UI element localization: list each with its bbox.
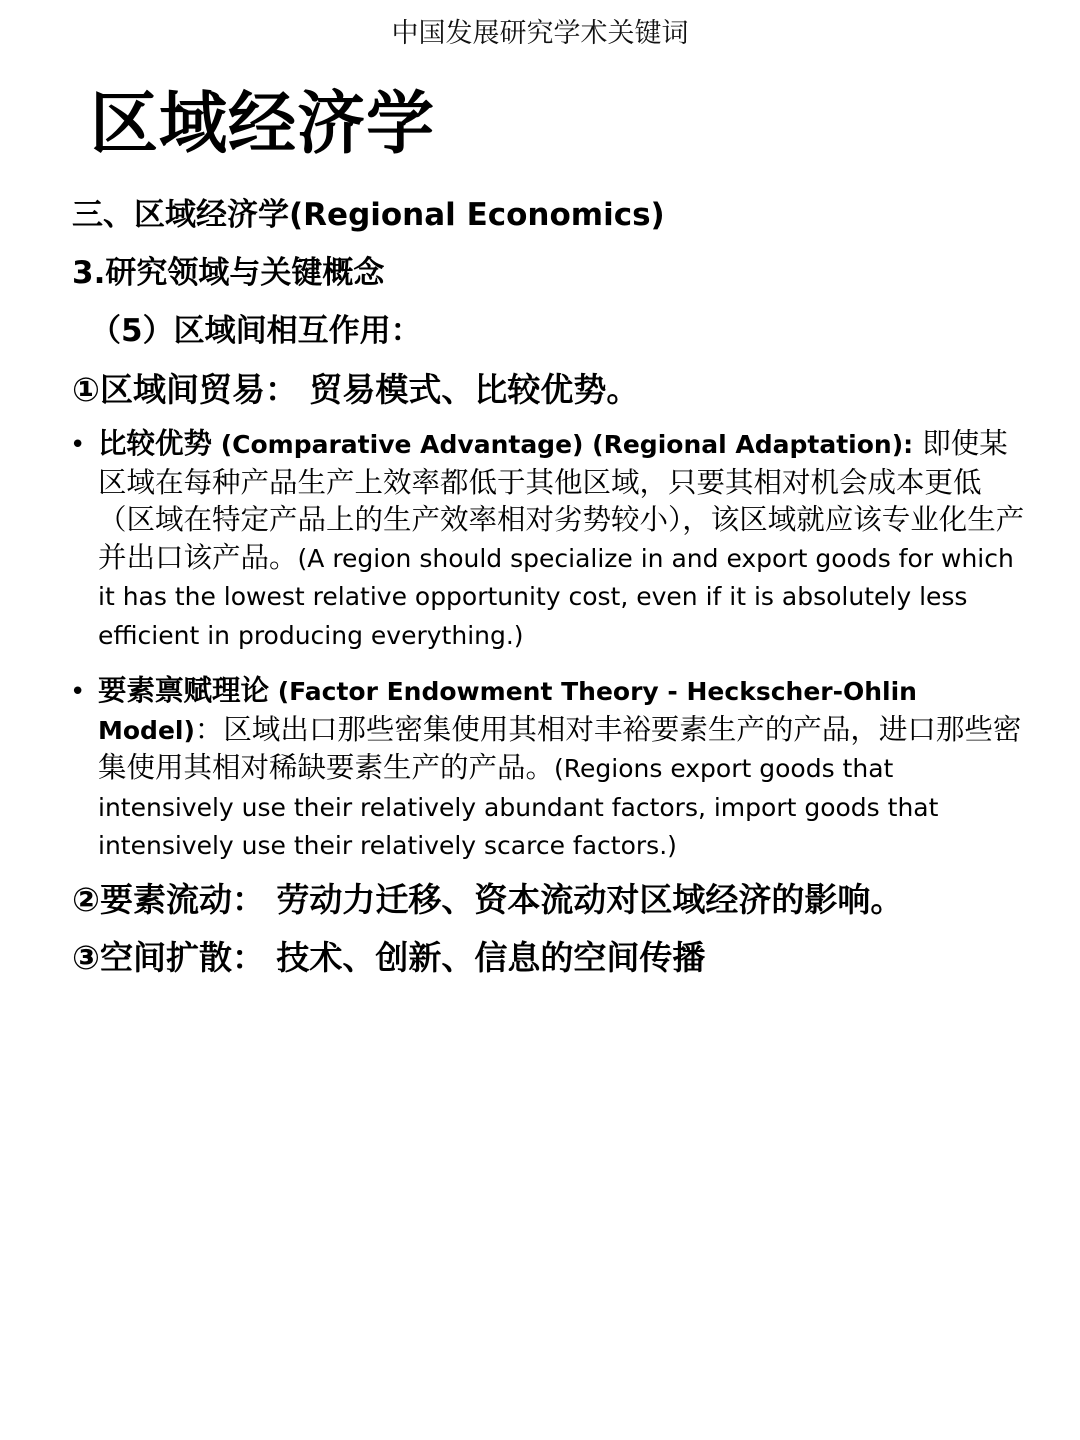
bullet-term-zh: 要素禀赋理论: [98, 674, 270, 707]
sub-heading: 3.研究领域与关键概念: [72, 255, 385, 291]
bullet-text-en: (Regions export goods that intensively use their relatively abundant factors, import goods that intensively use their relatively scarce factors.): [98, 754, 939, 860]
page-title: 区域经济学: [90, 85, 436, 164]
bullet-dot: •: [70, 430, 86, 460]
bullet-text-zh: 即使某区域在每种产品生产上效率都低于其他区域，只要其相对机会成本更低（区域在特定产品上的生产效率相对劣势较小），该区域就应该专业化生产并出口该产品。: [98, 427, 1025, 574]
bullet-term-zh: 比较优势: [98, 427, 213, 460]
point-factor-flow: ②要素流动： 劳动力迁移、资本流动对区域经济的影响。: [72, 880, 904, 919]
section-heading: 三、区域经济学(Regional Economics): [72, 197, 665, 233]
bullet-dot: •: [70, 677, 86, 707]
bullet-term-en: (Comparative Advantage) (Regional Adaptation):: [212, 430, 914, 459]
bullet-comparative-advantage: [70, 425, 1030, 654]
bullet-term-en: (Factor Endowment Theory - Heckscher-Ohlin Model): [98, 677, 917, 745]
bullet-text-en: (A region should specialize in and export goods for which it has the lowest relative opportunity cost, even if it is absolutely less efficient in producing everything.): [98, 543, 1014, 650]
bullet-body: [98, 672, 1030, 865]
point-spatial-diffusion: ③空间扩散： 技术、创新、信息的空间传播: [72, 938, 706, 977]
bullet-text-zh: ：区域出口那些密集使用其相对丰裕要素生产的产品，进口那些密集使用其相对稀缺要素生产的产品。: [98, 712, 1022, 784]
bullet-body: [98, 425, 1030, 654]
page-header: 中国发展研究学术关键词: [391, 18, 689, 49]
item-heading: （5）区域间相互作用：: [90, 313, 422, 349]
point-trade: ①区域间贸易： 贸易模式、比较优势。: [72, 370, 640, 409]
bullet-factor-endowment: [70, 672, 1030, 865]
